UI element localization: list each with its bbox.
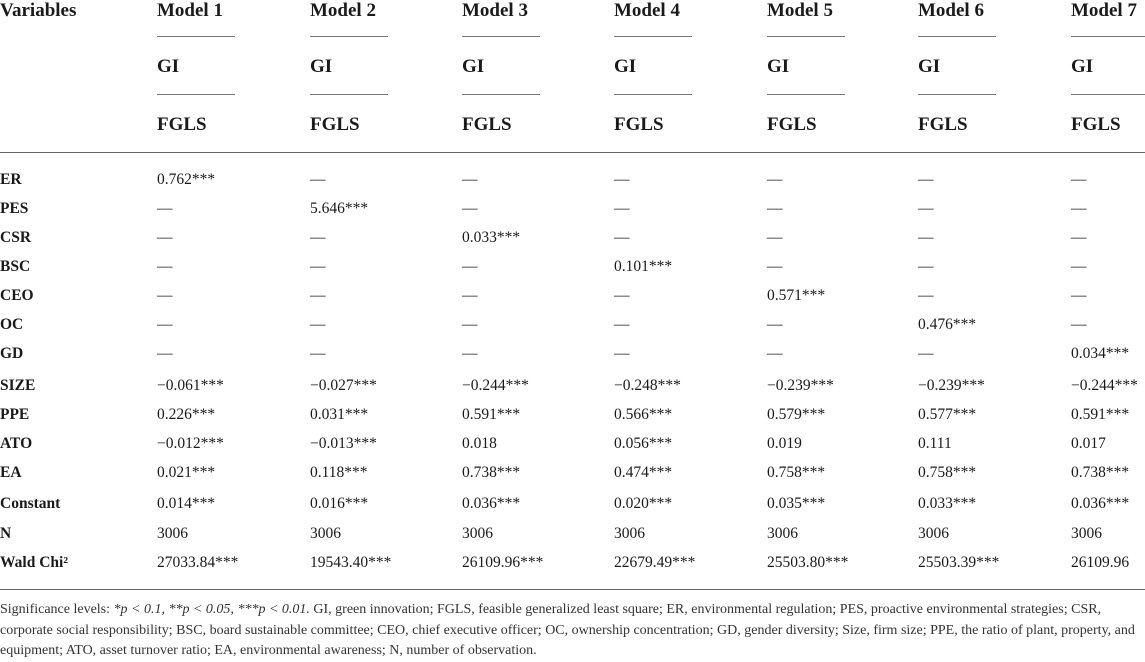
table-cell: — [462,258,478,275]
table-cell: 0.591*** [1071,406,1130,423]
table-cell: — [767,316,783,333]
row-label: Constant [0,495,61,512]
table-cell: −0.244*** [1071,377,1138,394]
table-cell: 0.111 [918,435,952,452]
table-cell: 26109.96*** [462,554,544,571]
table-cell: 0.018 [462,435,497,452]
table-cell: — [310,345,326,362]
model-title: Model 4 [614,0,680,21]
table-cell: 0.226*** [157,406,216,423]
model-rule [157,36,235,37]
table-cell: 0.758*** [767,464,826,481]
table-cell: 0.035*** [767,495,826,512]
row-label: ATO [0,435,33,452]
table-cell: 0.758*** [918,464,977,481]
model-dependent-variable: GI [767,56,790,77]
table-cell: 3006 [310,525,341,542]
model-rule [614,94,692,95]
table-row [0,171,1145,200]
row-label: ER [0,171,22,188]
table-cell: — [614,229,630,246]
model-dependent-variable: GI [614,56,637,77]
row-label: EA [0,464,22,481]
model-title: Model 7 [1071,0,1137,21]
table-row [0,229,1145,258]
table-cell: 0.036*** [462,495,521,512]
table-cell: −0.239*** [767,377,834,394]
table-cell: 0.577*** [918,406,977,423]
table-cell: — [1071,229,1087,246]
model-rule [918,36,996,37]
model-dependent-variable: GI [310,56,333,77]
model-title: Model 2 [310,0,376,21]
model-title: Model 1 [157,0,223,21]
table-cell: 0.738*** [1071,464,1130,481]
table-cell: — [614,316,630,333]
table-row [0,287,1145,316]
table-cell: 3006 [157,525,188,542]
table-cell: — [310,287,326,304]
table-cell: — [614,345,630,362]
model-rule [614,36,692,37]
table-cell: — [614,200,630,217]
table-cell: — [918,229,934,246]
table-cell: 3006 [918,525,949,542]
table-cell: 0.571*** [767,287,826,304]
model-dependent-variable: GI [1071,56,1094,77]
model-rule [310,36,388,37]
table-cell: 27033.84*** [157,554,239,571]
footnote-prefix: Significance levels: [0,602,114,617]
table-header-variables: Variables [0,0,77,21]
row-label: PES [0,200,29,217]
table-cell: 5.646*** [310,200,369,217]
table-cell: — [157,316,173,333]
table-cell: — [462,171,478,188]
table-cell: 0.014*** [157,495,216,512]
table-cell: 25503.39*** [918,554,1000,571]
table-cell: 0.762*** [157,171,216,188]
table-cell: — [462,345,478,362]
model-method: FGLS [918,114,968,135]
table-cell: — [614,171,630,188]
table-cell: −0.248*** [614,377,681,394]
table-cell: 0.738*** [462,464,521,481]
row-label: CSR [0,229,32,246]
table-cell: — [918,171,934,188]
table-cell: 0.101*** [614,258,673,275]
table-cell: — [310,171,326,188]
footnote-definitions: GI, green innovation; FGLS, feasible generalized least square; ER, environmental regulation; PES, proactive environmental strategies; CSR, corporate social responsibility; BSC, board sustainable committee; CEO, chief executive officer; OC, ownership concentration; GD, gender diversity; Size, firm size; PPE, the ratio of plant, property, and equipment; ATO, asset turnover ratio; EA, environmental awareness; N, number of observation. [0,602,1135,658]
table-cell: 0.021*** [157,464,216,481]
table-cell: — [767,258,783,275]
model-method: FGLS [462,114,512,135]
table-cell: 0.056*** [614,435,673,452]
model-rule [462,94,540,95]
table-cell: −0.239*** [918,377,985,394]
table-cell: — [157,200,173,217]
table-row [0,345,1145,374]
table-cell: 0.017 [1071,435,1106,452]
table-cell: — [918,287,934,304]
table-cell: — [918,258,934,275]
table-row [0,495,1145,524]
model-rule [918,94,996,95]
table-cell: 0.474*** [614,464,673,481]
table-row [0,316,1145,345]
model-dependent-variable: GI [157,56,180,77]
row-label: GD [0,345,24,362]
table-cell: — [614,287,630,304]
model-dependent-variable: GI [462,56,485,77]
table-cell: — [918,200,934,217]
header-rule [0,152,1145,153]
table-cell: 0.019 [767,435,802,452]
table-cell: — [157,258,173,275]
table-cell: 3006 [462,525,493,542]
table-cell: 0.031*** [310,406,369,423]
table-cell: — [1071,171,1087,188]
table-cell: — [1071,200,1087,217]
table-cell: — [767,229,783,246]
footnote-sig1: *p < 0.1, [113,602,169,617]
table-cell: −0.061*** [157,377,224,394]
table-cell: −0.244*** [462,377,529,394]
table-cell: 0.476*** [918,316,977,333]
table-cell: — [1071,287,1087,304]
model-dependent-variable: GI [918,56,941,77]
row-label: PPE [0,406,30,423]
table-row [0,200,1145,229]
table-row [0,554,1145,583]
model-method: FGLS [614,114,664,135]
footnote-sig3: ***p < 0.01. [237,602,310,617]
table-cell: −0.027*** [310,377,377,394]
table-cell: — [157,345,173,362]
table-cell: 0.566*** [614,406,673,423]
table-cell: — [767,171,783,188]
row-label: OC [0,316,24,333]
table-cell: 3006 [767,525,798,542]
row-label: SIZE [0,377,36,394]
row-label: Wald Chi² [0,554,68,571]
table-row [0,406,1145,435]
table-footnote [0,600,1145,662]
model-method: FGLS [310,114,360,135]
table-cell: — [767,345,783,362]
footnote-sig2: **p < 0.05, [168,602,238,617]
table-cell: 3006 [1071,525,1102,542]
table-cell: — [462,200,478,217]
table-cell: — [157,229,173,246]
table-cell: 19543.40*** [310,554,392,571]
row-label: BSC [0,258,31,275]
table-cell: 0.020*** [614,495,673,512]
model-rule [1071,94,1145,95]
table-cell: 0.591*** [462,406,521,423]
row-label: N [0,525,12,542]
table-row [0,435,1145,464]
table-cell: 0.033*** [918,495,977,512]
model-rule [462,36,540,37]
table-cell: — [310,229,326,246]
table-cell: 25503.80*** [767,554,849,571]
table-cell: 0.016*** [310,495,369,512]
table-row [0,525,1145,554]
table-cell: 26109.96 [1071,554,1130,571]
table-cell: — [310,258,326,275]
table-cell: 0.579*** [767,406,826,423]
table-cell: — [462,287,478,304]
table-cell: — [1071,258,1087,275]
model-method: FGLS [767,114,817,135]
table-cell: 3006 [614,525,645,542]
table-cell: — [1071,316,1087,333]
model-title: Model 3 [462,0,528,21]
table-row [0,258,1145,287]
table-cell: — [767,200,783,217]
model-rule [1071,36,1145,37]
table-cell: 0.036*** [1071,495,1130,512]
model-rule [767,36,845,37]
model-rule [157,94,235,95]
table-cell: 22679.49*** [614,554,696,571]
table-cell: — [310,316,326,333]
model-rule [767,94,845,95]
table-cell: — [462,316,478,333]
row-label: CEO [0,287,34,304]
model-method: FGLS [157,114,207,135]
model-title: Model 6 [918,0,984,21]
model-rule [310,94,388,95]
table-cell: −0.013*** [310,435,377,452]
table-cell: — [157,287,173,304]
model-method: FGLS [1071,114,1121,135]
table-row [0,464,1145,493]
table-cell: — [918,345,934,362]
table-cell: 0.033*** [462,229,521,246]
table-cell: 0.118*** [310,464,368,481]
table-cell: 0.034*** [1071,345,1130,362]
table-row [0,377,1145,406]
table-cell: −0.012*** [157,435,224,452]
model-title: Model 5 [767,0,833,21]
bottom-rule [0,589,1145,590]
